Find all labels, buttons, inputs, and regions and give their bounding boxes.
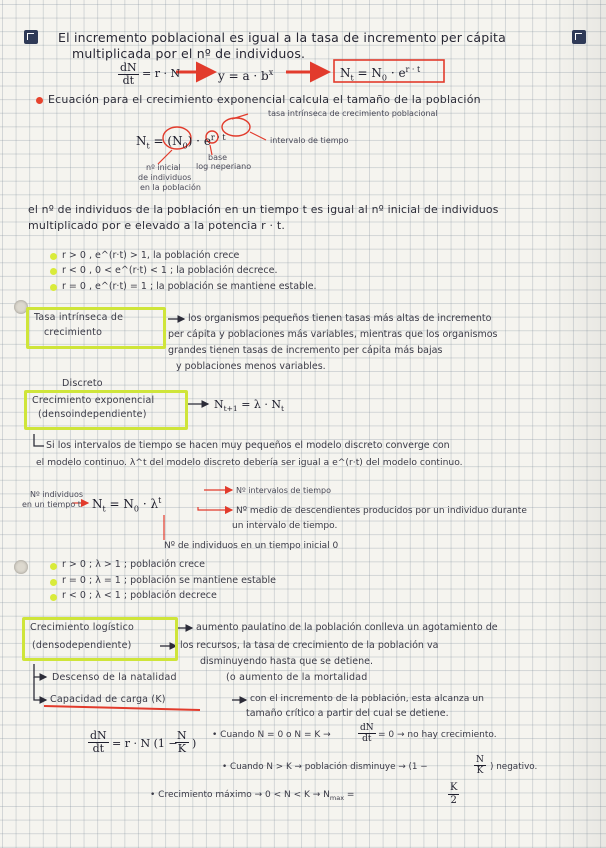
continuous-bullet-2: r < 0 , 0 < e^(r·t) < 1 ; la población decrece. — [62, 265, 278, 276]
intrinsic-text-4: y poblaciones menos variables. — [176, 361, 326, 372]
red-bullet — [36, 97, 43, 104]
discrete-note-2: el modelo continuo. λ^t del modelo discreto debería ser igual a e^(r·t) del modelo continuo. — [36, 457, 463, 468]
continuous-bullet-3: r = 0 , e^(r·t) = 1 ; la población se mantiene estable. — [62, 281, 317, 292]
base-note: base — [208, 153, 228, 162]
logistic-derivative: $\frac{dN}{dt}$ — [90, 729, 107, 755]
title-line-1: El incremento poblacional es igual a la tasa de incremento per cápita — [58, 30, 506, 45]
header-eq-rest: = r · N — [142, 67, 181, 80]
header-exp-eq: $y = a \cdot b^x$ — [218, 68, 274, 83]
logistic-sub-2-text2: tamaño crítico a partir del cual se detiene. — [246, 708, 449, 719]
summary-line-1: el nº de individuos de la población en un tiempo t es igual al nº inicial de individuos — [28, 203, 499, 216]
case-2-fraction: $\frac{N}{K}$ — [476, 755, 484, 776]
case-1-rest: = 0 → no hay crecimiento. — [378, 730, 497, 740]
corner-box-icon — [572, 30, 586, 44]
intrinsic-label-1: Tasa intrínseca de — [34, 312, 124, 323]
continuous-formula: $N_t = (N_0) \cdot e^{r \cdot t}$ — [136, 133, 226, 151]
left-note-2: en un tiempo t — [22, 500, 81, 509]
discrete-bullet-2: r = 0 ; λ = 1 ; población se mantiene estable — [62, 575, 277, 586]
continuous-bullet-1: r > 0 , e^(r·t) > 1, la población crece — [62, 250, 240, 261]
logistic-label-1: Crecimiento logístico — [30, 622, 135, 633]
case-2: • Cuando N > K → población disminuye → (1 − — [222, 762, 428, 772]
case-3-fraction: $\frac{K}{2}$ — [450, 782, 458, 806]
case-3: • Crecimiento máximo → $0 < N < K \to N_{max}$ = — [150, 790, 355, 802]
discrete-note-1: Si los intervalos de tiempo se hacen muy pequeños el modelo discreto converge con — [46, 440, 450, 451]
interval-note: Nº intervalos de tiempo — [236, 486, 331, 495]
discrete-label-1: Crecimiento exponencial — [32, 395, 155, 406]
bullet-dot — [50, 579, 57, 586]
initial-note-3: en la población — [140, 183, 201, 192]
discrete-bullet-3: r < 0 ; λ < 1 ; población decrece — [62, 590, 217, 601]
logistic-text-3: disminuyendo hasta que se detiene. — [200, 656, 373, 667]
intrinsic-label-2: crecimiento — [44, 327, 103, 338]
time-note: intervalo de tiempo — [270, 136, 349, 145]
summary-line-2: multiplicado por e elevado a la potencia r · t. — [28, 219, 286, 232]
initial-note-1: nº inicial — [146, 163, 181, 172]
bullet-dot — [50, 284, 57, 291]
bullet-dot — [50, 253, 57, 260]
header-derivative: $\frac{dN}{dt}$ — [120, 61, 137, 87]
logistic-sub-1: Descenso de la natalidad — [52, 672, 177, 683]
bullet-dot — [50, 594, 57, 601]
log-note: log neperiano — [196, 162, 252, 171]
logistic-label-2: (densodependiente) — [32, 640, 132, 651]
logistic-sub-1b: (o aumento de la mortalidad — [226, 672, 368, 683]
bullet-dot — [50, 268, 57, 275]
logistic-text-2: los recursos, la tasa de crecimiento de la población va — [180, 640, 439, 651]
case-2-rest: ) negativo. — [490, 762, 538, 772]
intrinsic-text-3: grandes tienen tasas de incremento per cápita más bajas — [168, 345, 443, 356]
header-result-eq: $N_t = N_0 \cdot e^{r \cdot t}$ — [340, 65, 421, 83]
rate-note: tasa intrínseca de crecimiento poblacional — [268, 109, 438, 118]
mean-note-2: un intervalo de tiempo. — [232, 521, 338, 531]
discrete-formula: $N_{t+1} = \lambda \cdot N_t$ — [214, 398, 285, 414]
discrete-initial-note: Nº de individuos en un tiempo inicial 0 — [164, 541, 339, 551]
continuous-heading: Ecuación para el crecimiento exponencial calcula el tamaño de la población — [48, 93, 481, 106]
bullet-dot — [50, 563, 57, 570]
title-line-2: multiplicada por el nº de individuos. — [72, 46, 306, 61]
case-1: • Cuando N = 0 o N = K → — [212, 730, 331, 740]
logistic-eq-fraction: $\frac{N}{K}$ — [177, 729, 187, 755]
logistic-sub-2: Capacidad de carga (K) — [50, 694, 166, 705]
logistic-sub-2-text1: con el incremento de la población, esta alcanza un — [250, 693, 484, 704]
logistic-eq-close: ) — [192, 737, 197, 750]
intrinsic-text-1: los organismos pequeños tienen tasas más altas de incremento — [188, 313, 492, 324]
discrete-label: Discreto — [62, 378, 103, 389]
discrete-bullet-1: r > 0 ; λ > 1 ; población crece — [62, 559, 205, 570]
case-1-fraction: $\frac{dN}{dt}$ — [360, 723, 374, 744]
corner-box-icon — [24, 30, 38, 44]
left-note-1: Nº individuos — [30, 490, 84, 499]
logistic-text-1: aumento paulatino de la población conlleva un agotamiento de — [196, 622, 498, 633]
discrete-formula-2: $N_t = N_0 \cdot \lambda^t$ — [92, 496, 162, 514]
logistic-eq-rest: = r · N (1 − — [112, 737, 178, 750]
discrete-label-2: (densoindependiente) — [38, 409, 147, 420]
mean-note-1: Nº medio de descendientes producidos por un individuo durante — [236, 506, 527, 516]
intrinsic-text-2: per cápita y poblaciones más variables, mientras que los organismos — [168, 329, 498, 340]
initial-note-2: de individuos — [138, 173, 192, 182]
